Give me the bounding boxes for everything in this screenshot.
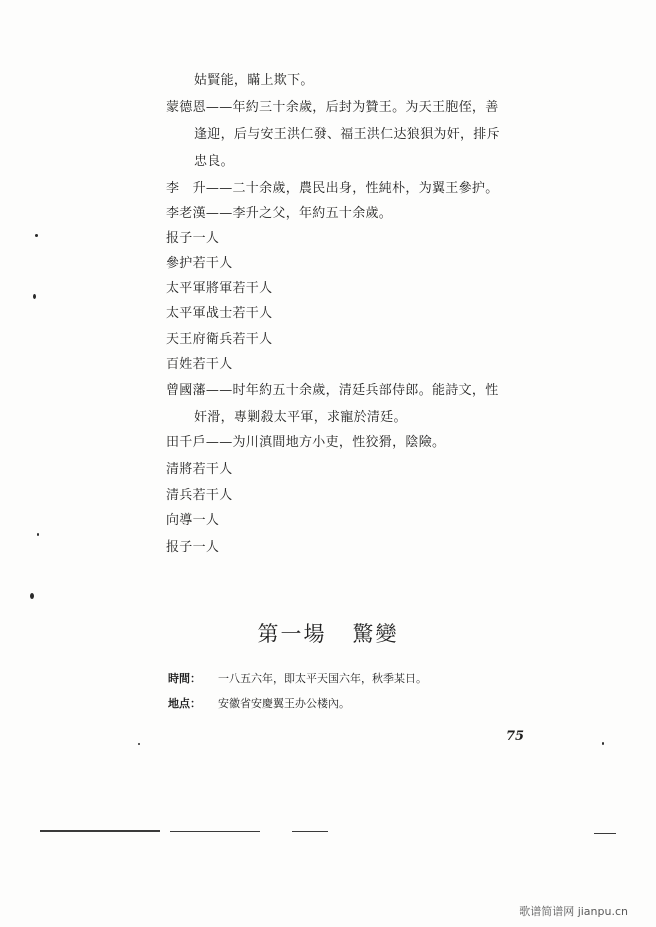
cast-line: 姑賢能，瞞上欺下。 — [194, 73, 314, 88]
cast-line: 太平軍战士若干人 — [166, 306, 273, 321]
scan-edge-line — [40, 830, 160, 832]
cast-line: 逢迎，后与安王洪仁發、福王洪仁达狼狽为奸，排斥 — [194, 127, 500, 142]
cast-line: 曾國藩——时年約五十余歲，清廷兵部侍郎。能詩文，性 — [166, 383, 499, 398]
cast-line: 太平軍將軍若干人 — [166, 281, 273, 296]
cast-line: 报子一人 — [166, 231, 220, 246]
scan-speck — [33, 294, 36, 299]
setting-time — [168, 672, 427, 686]
cast-line: 參护若干人 — [166, 256, 233, 271]
cast-line: 向導一人 — [166, 513, 220, 528]
scene-heading — [0, 618, 656, 648]
page-number: 75 — [506, 729, 525, 744]
scan-edge-line — [594, 833, 616, 834]
scene-number: 第一場 — [257, 622, 327, 646]
cast-line: 忠良。 — [194, 154, 234, 169]
scan-edge-line — [170, 831, 260, 832]
cast-line: 田千戶——为川滇間地方小吏，性狡猾，陰險。 — [166, 435, 446, 450]
time-label: 時間： — [168, 672, 201, 685]
place-label: 地点： — [168, 697, 201, 710]
cast-line: 报子一人 — [166, 540, 220, 555]
cast-line: 清將若干人 — [166, 462, 233, 477]
scan-edge-line — [292, 831, 328, 832]
cast-line: 清兵若干人 — [166, 488, 233, 503]
scan-speck — [138, 743, 140, 745]
cast-line: 百姓若干人 — [166, 357, 233, 372]
cast-line: 天王府衛兵若干人 — [166, 332, 273, 347]
setting-place — [168, 697, 350, 711]
scan-speck — [35, 234, 38, 237]
cast-line: 李老漢——李升之父，年約五十余歲。 — [166, 206, 393, 221]
cast-line: 蒙德恩——年約三十余歲，后封为贊王。为天王胞侄，善 — [166, 100, 499, 115]
cast-line: 奸滑，專剿殺太平軍，求寵於清廷。 — [194, 410, 407, 425]
cast-line: 李 升——二十余歲，農民出身，性純朴，为翼王參护。 — [166, 181, 499, 196]
site-watermark: 歌谱简谱网 jianpu.cn — [519, 905, 628, 918]
scene-title: 驚變 — [352, 622, 399, 646]
place-value: 安徽省安慶翼王办公楼內。 — [218, 697, 350, 710]
scan-speck — [602, 742, 604, 745]
scan-speck — [30, 593, 34, 599]
time-value: 一八五六年，即太平天国六年，秋季某日。 — [218, 672, 427, 685]
scan-speck — [37, 533, 39, 536]
